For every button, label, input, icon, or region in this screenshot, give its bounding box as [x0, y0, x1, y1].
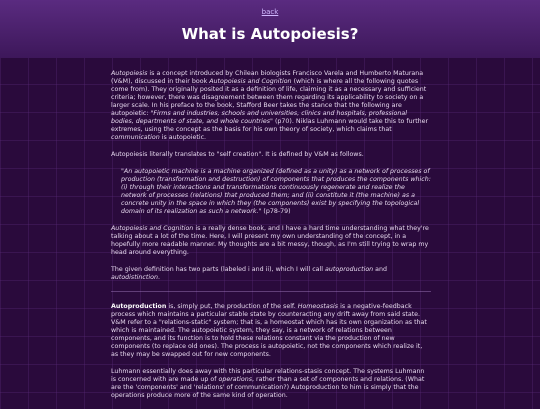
text-span: The given definition has two parts (labeled i and ii), which I will call [111, 266, 326, 273]
paragraph-definition-intro: Autopoiesis literally translates to "self creation". It is defined by V&M as follows. [111, 151, 364, 158]
term-autodistinction: autodistinction [111, 274, 158, 281]
paragraph-book-note [111, 225, 431, 257]
text-span: is, simply put, the production of the self. [166, 303, 298, 310]
back-link[interactable]: back [261, 8, 279, 16]
text-span: , rather than a set of components and relations. (What are the 'components' and 'relations' of communication?) Autoproduction to him is simply that the operations produce more of the same kind of operation. [111, 376, 425, 399]
text-span: and [373, 266, 388, 273]
section-divider [111, 291, 431, 292]
page-title: What is Autopoiesis? [181, 25, 359, 43]
term-autoproduction: autoproduction [325, 266, 374, 273]
text-span: is a negative-feedback process which maintains a particular stable state by counteracting any drift away from said state. V&M refer to a "relations-static" system; that is, a homeostat which has its own organization as that which is maintained. The autopoietic system, they say, is a network of relations between components, and its function is to hold these relations constant via the production of new components (to replace old ones). The process is autopoietic, not the components which realize it, as they may be swapped out for new components. [111, 303, 427, 358]
term-operations: operations [218, 376, 253, 383]
article-body [111, 70, 431, 409]
quote-citation: (p78-79) [261, 208, 291, 215]
paragraph-two-parts [111, 266, 431, 282]
beer-quote: "Firms and industries, schools and universities, clinics and hospitals, professional bodies, departments of state, and whole countries" [111, 110, 408, 125]
page-header [0, 0, 540, 58]
term-homeostasis: Homeostasis [297, 303, 339, 310]
term-communication: communication [111, 134, 160, 141]
text-span: . [157, 274, 160, 281]
text-span: Luhmann essentially does away with this particular relations-stasis concept. The systems Luhmann is concerned with are made up of [111, 368, 425, 383]
text-span: is a concept introduced by Chilean biologists Francisco Varela and Humberto Maturana (V&M), discussed in their book [111, 70, 424, 85]
book-title: Autopoiesis and Cognition [209, 78, 292, 85]
text-span: is autopoietic. [159, 134, 207, 141]
paragraph-autoproduction [111, 303, 431, 359]
text-span: (which is where all the following quotes come from). They originally posited it as a definition of life, claiming it as a necessary and sufficient criteria; however, there was disagreement between them regarding its applicability to society on a larger scale. In his preface to the book, Stafford Beer takes the stance that the following are autopoietic: [111, 78, 427, 117]
text-span: (p70). Niklas Luhmann would take this to further extremes, using the concept as the basis for his own theory of society, which claims that [111, 118, 429, 133]
book-title: Autopoiesis and Cognition [111, 225, 194, 232]
paragraph-luhmann [111, 368, 431, 400]
quote-text: "An autopoietic machine is a machine organized (defined as a unity) as a network of processes of production (transformation and destruction) of components that produces the components which: (i) through their interactions and transformations continuously regenerate and realize the network of processes (relations) that produced them; and (ii) constitute it (the machine) as a concrete unity in the space in which they (the components) exist by specifying the topological domain of its realization as such a network." [121, 168, 431, 215]
term-autoproduction-bold: Autoproduction [111, 303, 167, 310]
definition-quote [111, 168, 431, 216]
text-span: is a really dense book, and I have a hard time understanding what they're talking about a lot of the time. Here, I will present my own understanding of the concept, in a hopefully more readable manner. My thoughts are a bit messy, though, as I'm still trying to wrap my head around everything. [111, 225, 429, 256]
term-autopoiesis: Autopoiesis [111, 70, 148, 77]
paragraph-intro [111, 70, 431, 142]
